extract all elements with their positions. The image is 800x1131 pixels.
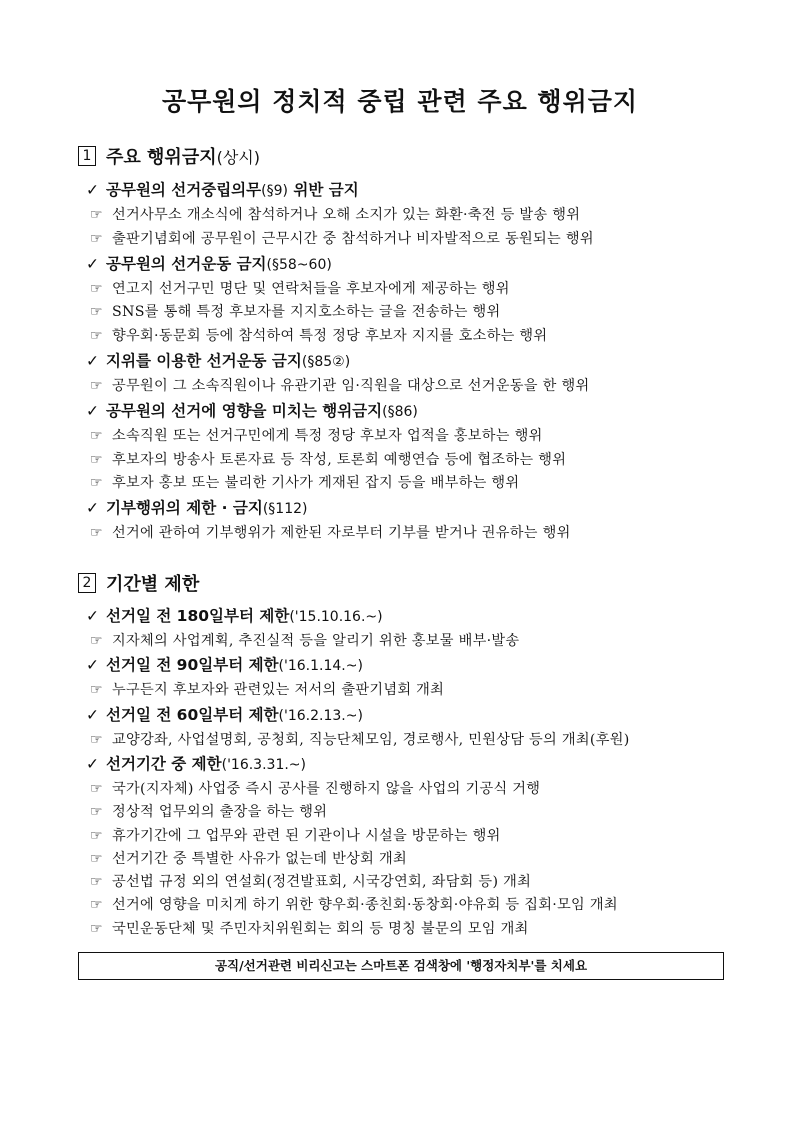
item-title: 지위를 이용한 선거운동 금지 <box>106 352 302 370</box>
item-heading <box>86 349 350 371</box>
bullet-text: 지자체의 사업계획, 추진실적 등을 알리기 위한 홍보물 배부·발송 <box>112 633 520 649</box>
item-reference: ('15.10.16.~) <box>289 609 383 625</box>
section-1-heading <box>78 143 260 169</box>
bullet-text: 선거에 영향을 미치게 하기 위한 향우회·종친회·동창회·야유회 등 집회·모임 개최 <box>112 897 618 914</box>
item-heading <box>86 496 308 518</box>
bullet-text: 휴가기간에 그 업무와 관련 된 기관이나 시설을 방문하는 행위 <box>112 827 501 844</box>
bullet-line <box>90 679 444 699</box>
bullet-text: 소속직원 또는 선거구민에게 특정 정당 후보자 업적을 홍보하는 행위 <box>112 427 543 444</box>
bullet-line <box>90 522 571 542</box>
pointing-hand-icon: ☞ <box>90 827 103 844</box>
section-number: 1 <box>78 146 96 166</box>
item-heading <box>86 703 363 725</box>
bullet-text: 공선법 규정 외의 연설회(정견발표회, 시국강연회, 좌담회 등) 개최 <box>112 874 532 891</box>
check-icon: ✓ <box>86 656 99 675</box>
bullet-text: 누구든지 후보자와 관련있는 저서의 출판기념회 개최 <box>112 682 445 699</box>
page-title: 공무원의 정치적 중립 관련 주요 행위금지 <box>161 87 639 116</box>
item-title: 선거일 전 180일부터 제한 <box>106 607 290 625</box>
item-reference: ('16.1.14.~) <box>278 658 363 675</box>
pointing-hand-icon: ☞ <box>90 230 103 247</box>
bullet-text: 선거사무소 개소식에 참석하거나 오해 소지가 있는 화환·축전 등 발송 행위 <box>112 207 581 223</box>
pointing-hand-icon: ☞ <box>90 525 103 542</box>
pointing-hand-icon: ☞ <box>90 874 103 891</box>
check-icon: ✓ <box>86 352 99 370</box>
bullet-text: 선거에 관하여 기부행위가 제한된 자로부터 기부를 받거나 권유하는 행위 <box>112 525 571 542</box>
item-heading <box>86 178 359 200</box>
item-title: 선거일 전 90일부터 제한 <box>106 656 279 675</box>
item-title: 선거일 전 60일부터 제한 <box>106 705 279 724</box>
pointing-hand-icon: ☞ <box>90 633 103 649</box>
bullet-line <box>90 894 618 914</box>
bullet-line <box>90 228 594 248</box>
section-subtitle: (상시) <box>216 147 261 167</box>
report-notice-box: 공직/선거관련 비리신고는 스마트폰 검색창에 '행정자치부'를 치세요 <box>78 952 724 980</box>
bullet-line <box>90 301 501 321</box>
bullet-text: 향우회·동문회 등에 참석하여 특정 정당 후보자 지지를 호소하는 행위 <box>112 328 548 345</box>
item-title: 기부행위의 제한 · 금지 <box>106 499 263 518</box>
check-icon: ✓ <box>86 705 99 724</box>
item-reference: (§58~60) <box>266 256 332 273</box>
pointing-hand-icon: ☞ <box>90 897 103 914</box>
item-reference: (§86) <box>382 403 418 420</box>
bullet-text: 후보자의 방송사 토론자료 등 작성, 토론회 예행연습 등에 협조하는 행위 <box>112 451 567 468</box>
check-icon: ✓ <box>86 254 99 273</box>
bullet-line <box>90 871 531 891</box>
pointing-hand-icon: ☞ <box>90 850 103 867</box>
bullet-text: 국민운동단체 및 주민자치위원회는 회의 등 명칭 불문의 모임 개최 <box>112 920 529 937</box>
check-icon: ✓ <box>86 754 99 773</box>
pointing-hand-icon: ☞ <box>90 378 103 394</box>
pointing-hand-icon: ☞ <box>90 804 103 821</box>
bullet-line <box>90 801 327 821</box>
section-number: 2 <box>78 573 96 593</box>
pointing-hand-icon: ☞ <box>90 328 103 345</box>
pointing-hand-icon: ☞ <box>90 682 103 699</box>
pointing-hand-icon: ☞ <box>90 304 103 321</box>
pointing-hand-icon: ☞ <box>90 451 103 468</box>
pointing-hand-icon: ☞ <box>90 427 103 444</box>
bullet-text: 교양강좌, 사업설명회, 공청회, 직능단체모임, 경로행사, 민원상담 등의 개최(후원) <box>112 731 630 748</box>
check-icon: ✓ <box>86 499 99 518</box>
bullet-text: 정상적 업무외의 출장을 하는 행위 <box>112 804 328 821</box>
pointing-hand-icon: ☞ <box>90 920 103 937</box>
bullet-line <box>90 204 580 224</box>
item-heading <box>86 252 332 274</box>
item-reference: (§112) <box>262 501 308 518</box>
item-reference: ('16.2.13.~) <box>278 707 363 724</box>
bullet-line <box>90 729 630 749</box>
item-title: 선거기간 중 제한 <box>106 754 222 773</box>
bullet-line <box>90 848 407 868</box>
item-reference: (§9) <box>261 183 288 199</box>
pointing-hand-icon: ☞ <box>90 280 103 297</box>
item-title: 공무원의 선거운동 금지 <box>106 254 267 273</box>
bullet-text: SNS를 통해 특정 후보자를 지지호소하는 글을 전송하는 행위 <box>112 304 501 321</box>
check-icon: ✓ <box>86 181 99 199</box>
bullet-text: 선거기간 중 특별한 사유가 없는데 반상회 개최 <box>112 850 407 867</box>
bullet-text: 국가(지자체) 사업중 즉시 공사를 진행하지 않을 사업의 기공식 거행 <box>112 780 541 797</box>
item-heading <box>86 752 306 774</box>
item-title-tail: 위반 금지 <box>287 181 359 199</box>
bullet-text: 공무원이 그 소속직원이나 유관기관 임·직원을 대상으로 선거운동을 한 행위 <box>112 378 590 394</box>
item-reference: (§85②) <box>301 354 351 370</box>
item-reference: ('16.3.31.~) <box>221 756 306 773</box>
item-title: 공무원의 선거중립의무 <box>106 181 262 199</box>
bullet-line <box>90 325 547 345</box>
bullet-line <box>90 375 589 395</box>
bullet-line <box>90 825 501 845</box>
bullet-line <box>90 472 519 492</box>
section-title: 기간별 제한 <box>106 574 200 595</box>
bullet-line <box>90 278 510 298</box>
item-heading <box>86 653 363 675</box>
item-heading <box>86 399 418 421</box>
item-title: 공무원의 선거에 영향을 미치는 행위금지 <box>106 401 383 420</box>
bullet-line <box>90 918 529 938</box>
check-icon: ✓ <box>86 607 99 625</box>
bullet-text: 후보자 홍보 또는 불리한 기사가 게재된 잡지 등을 배부하는 행위 <box>112 475 520 492</box>
pointing-hand-icon: ☞ <box>90 780 103 797</box>
bullet-line <box>90 425 543 445</box>
bullet-line <box>90 630 519 650</box>
pointing-hand-icon: ☞ <box>90 731 103 748</box>
check-icon: ✓ <box>86 401 99 420</box>
item-heading <box>86 604 383 626</box>
bullet-text: 출판기념회에 공무원이 근무시간 중 참석하거나 비자발적으로 동원되는 행위 <box>112 230 594 247</box>
bullet-line <box>90 778 540 798</box>
bullet-text: 연고지 선거구민 명단 및 연락처들을 후보자에게 제공하는 행위 <box>112 280 510 297</box>
section-2-heading <box>78 570 199 596</box>
pointing-hand-icon: ☞ <box>90 207 103 223</box>
pointing-hand-icon: ☞ <box>90 475 103 492</box>
bullet-line <box>90 449 566 469</box>
section-title: 주요 행위금지 <box>106 147 217 168</box>
